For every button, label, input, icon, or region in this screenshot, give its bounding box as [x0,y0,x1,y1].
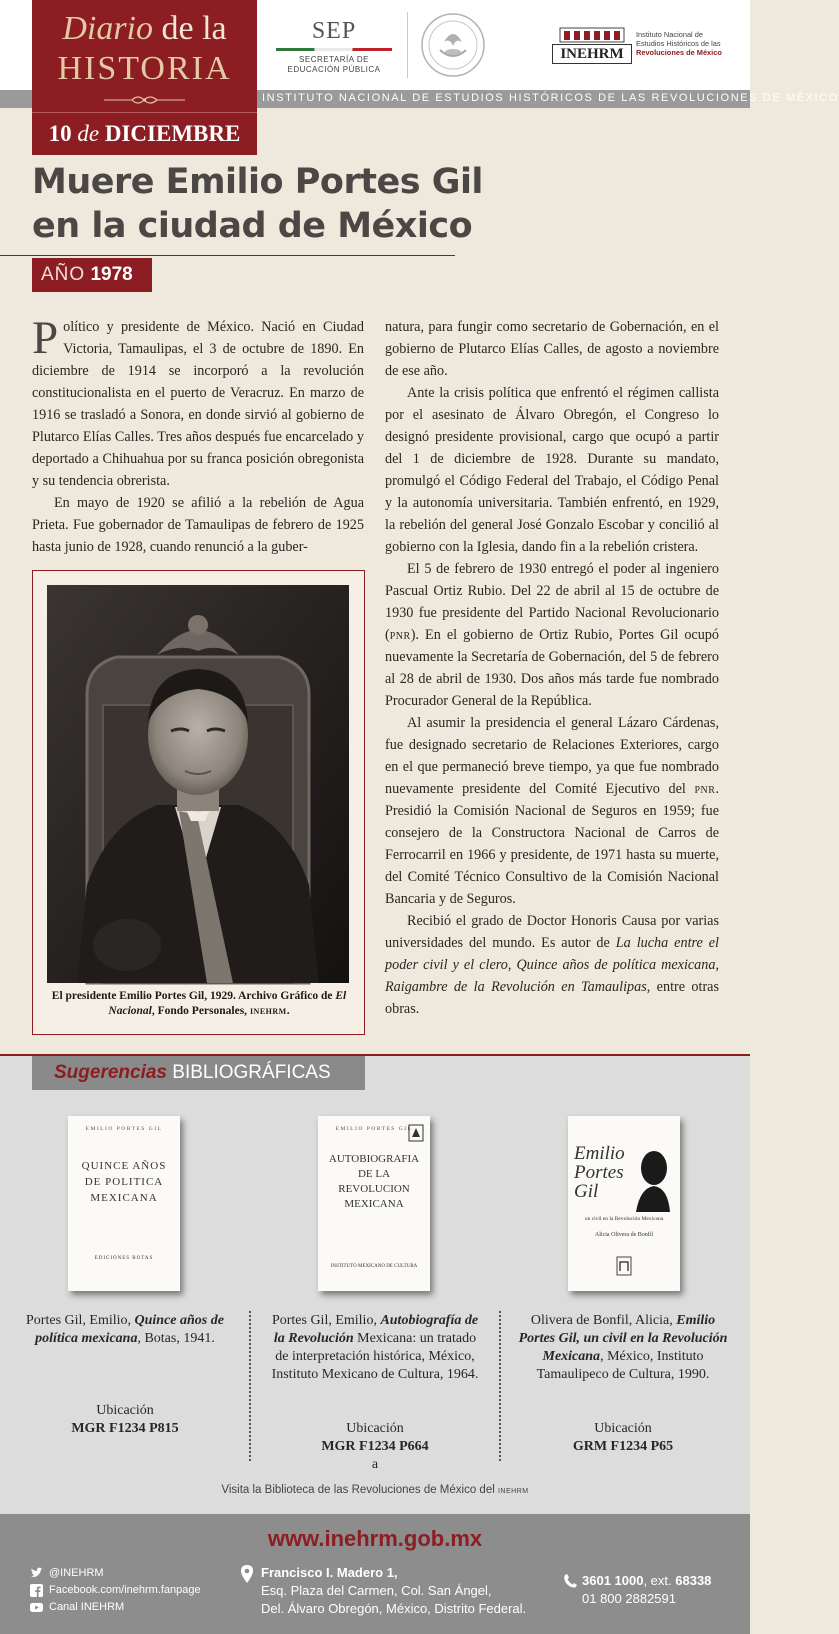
social-facebook[interactable] [30,1582,230,1599]
sep-abbr: SEP [311,18,357,44]
book-title-italic: Quince años de política mexicana [516,957,716,973]
address-line2: Esq. Plaza del Carmen, Col. San Ángel, [261,1583,492,1598]
book-cover-quince-anos[interactable] [68,1116,180,1291]
twitter-handle: @INEHRM [49,1567,104,1579]
pnr-acronym: pnr [389,627,411,643]
inehrm-abbr: INEHRM [552,44,632,64]
bibliography-entry [266,1312,484,1384]
pnr-acronym: pnr [694,781,716,797]
entry-title: Autobiografía de la Revolución [273,1313,479,1346]
entry-author: Olivera de Bonfil, Alicia, [530,1313,677,1328]
entry-title: Quince años de política mexicana [35,1313,224,1346]
sep-tricolor-bar [276,48,392,51]
separator: , [507,957,517,973]
paragraph: Ante la crisis política que enfrentó el régimen callista por el asesinato de Álvaro Obregón, el Congreso lo designó presidente provisional, cargo que ocupó a partir del 1 de diciembre de 1928. Durante su mandato, promulgó el Código Federal del Trabajo, el Código Penal y la autonomía universitaria. También enfrentó, en 1929, la rebelión del general José Gonzalo Escobar y concilió al gobierno con la Iglesia, dando fin a la rebelión cristera. [385,385,719,555]
institute-strip-text: INSTITUTO NACIONAL DE ESTUDIOS HISTÓRICOS DE LAS REVOLUCIONES DE MÉXICO [262,92,839,104]
book-title-italic: La lucha entre el poder civil y el clero [385,935,719,973]
location-pin-icon [241,1565,253,1583]
article-title-line2: en la ciudad de México [32,206,473,246]
book-cover-publisher: INSTITUTO MEXICANO DE CULTURA [330,1264,418,1269]
book-cover-author-name: Alicia Olivera de Bonfil [594,1232,654,1238]
paragraph-text: El 5 de febrero de 1930 entregó el poder al ingeniero Pascual Ortiz Rubio. Del 22 de abril al 15 de octubre de 1930 fue presidente del Partido Nacional Revolucionario ( [385,561,719,643]
inehrm-logo[interactable] [552,24,732,68]
facebook-url: Facebook.com/inehrm.fanpage [49,1584,201,1596]
paragraph-text: ). En el gobierno de Ortiz Rubio, Portes Gil ocupó nuevamente la Secretaría de Gobernación, del 5 de febrero al 28 de abril de 1930. Dos años más tarde fue nombrado Procurador General de la República. [385,627,719,709]
book-cover-autobiografia[interactable] [318,1116,430,1291]
location-label: Ubicación [346,1421,404,1436]
brand-de-la: de la [161,10,227,47]
address-line1: Francisco I. Madero 1, [261,1565,398,1580]
article-column-right [385,316,719,1020]
entry-author: Portes Gil, Emilio, [271,1313,381,1328]
diario-de-la-historia-brand [32,0,257,155]
entry-title: Emilio Portes Gil, un civil en la Revolución Mexicana [518,1313,728,1364]
phone-main[interactable]: 3601 1000 [582,1573,644,1588]
paragraph [32,312,364,492]
date-de: de [77,121,100,146]
tab-bibliograficas: BIBLIOGRÁFICAS [172,1062,331,1083]
sep-name-line1: SECRETARÍA DE [299,55,369,64]
location-code: GRM F1234 P65 [572,1439,674,1454]
visit-inehrm: inehrm [497,1485,529,1496]
bibliography-tab [32,1056,365,1090]
publisher-emblem-icon [408,1124,424,1142]
column-divider [499,1311,501,1461]
phone-main-line [582,1572,752,1590]
address-line3: Del. Álvaro Obregón, México, Distrito Federal. [261,1601,527,1616]
caption-text: , Fondo Personales, [151,1005,250,1017]
year-value: 1978 [90,264,133,285]
social-youtube[interactable] [30,1599,230,1616]
location-code: MGR F1234 P815 [71,1421,179,1436]
caption-italic: El Nacional [108,990,347,1017]
book-cover-subtitle: un civil en la Revolución Mexicana [584,1216,664,1222]
website-link[interactable]: www.inehrm.gob.mx [267,1526,483,1551]
book-cover-title: AUTOBIOGRAFIA DE LA REVOLUCION MEXICANA [328,1153,420,1210]
date-day: 10 [48,121,72,146]
bibliography-section [0,1054,750,1514]
article-column-left [32,312,364,558]
column-divider [249,1311,251,1461]
entry-details: , Botas, 1941. [137,1331,215,1346]
paragraph-text: , entre otras obras. [385,979,719,1017]
inehrm-name-line1: Instituto Nacional de [636,30,703,39]
book-cover-author: Emilio Portes Gil [574,1143,625,1202]
sep-logo[interactable] [276,18,392,74]
paragraph-text: Al asumir la presidencia el general Lázaro Cárdenas, fue designado secretario de Relaciones Exteriores, cargo en el que permaneció breve tiempo, ya que fue nombrado nuevamente presidente del Comité Ejecutivo del [385,715,719,797]
phone-icon [564,1574,577,1588]
book-cover-author: EMILIO PORTES GIL [85,1126,163,1132]
visit-library-note [0,1484,750,1496]
paragraph: En mayo de 1920 se afilió a la rebelión de Agua Prieta. Fue gobernador de Tamaulipas de febrero de 1925 hasta junio de 1928, cuando renunció a la guber- [32,495,364,555]
tab-sugerencias: Sugerencias [54,1062,167,1083]
book-cover-title: QUINCE AÑOS DE POLITICA MEXICANA [81,1160,167,1204]
drop-cap: P [32,312,59,364]
inehrm-name [636,30,736,57]
ornament-icon [102,94,187,106]
brand-line1 [32,10,257,48]
paragraph-text: olítico y presidente de México. Nació en Ciudad Victoria, Tamaulipas, el 3 de octubre de 1890. En diciembre de 1914 se incorporó a la revolución constitucionalista en el puerto de Veracruz. En marzo de 1916 se trasladó a Sonora, en donde sirvió al gobierno de Plutarco Elías Calles. Tres años después fue encarcelado y deportado a Chihuahua por su franca posición obregonista y su tendencia obrerista. [32,319,364,489]
year-badge [32,258,152,292]
sep-name-line2: EDUCACIÓN PÚBLICA [287,65,381,74]
year-label: AÑO [41,264,86,285]
mexican-seal-icon [420,12,486,78]
article-title [32,160,492,248]
location-extra: a [371,1457,379,1472]
youtube-icon [30,1601,43,1614]
entry-details: Mexicana: un tratado de interpretación histórica, México, Instituto Mexicano de Cultura, 1964. [271,1331,479,1382]
location-label: Ubicación [594,1421,652,1436]
bibliography-entry [512,1312,734,1384]
separator: , [715,957,720,973]
title-rule [0,255,455,256]
caption-text: El presidente Emilio Portes Gil, 1929. Archivo Gráfico de [51,990,336,1002]
brand-historia: HISTORIA [57,50,232,87]
paragraph [385,910,719,1020]
book-cover-author: EMILIO PORTES GIL [335,1126,413,1132]
entry-author: Portes Gil, Emilio, [26,1313,135,1328]
entry-details: , México, Instituto Tamaulipeco de Cultura, 1990. [536,1349,710,1382]
sep-name [276,55,392,75]
brand-date [32,112,257,155]
photo-caption [43,989,355,1019]
facebook-icon [30,1584,43,1597]
brand-diario: Diario [62,10,154,47]
location-block [266,1420,484,1474]
inehrm-name-line2: Estudios Históricos de las [636,39,721,48]
footer [0,1514,750,1634]
book-cover-un-civil[interactable] [568,1116,680,1291]
inehrm-name-line3: Revoluciones de México [636,48,722,57]
photo-frame [32,570,365,1035]
portrait-photo[interactable] [47,585,349,983]
publisher-emblem-icon [616,1256,632,1276]
book-cover-publisher: EDICIONES BOTAS [94,1256,154,1261]
twitter-icon [30,1567,43,1580]
location-block [16,1402,234,1438]
youtube-channel: Canal INEHRM [49,1601,125,1613]
paragraph: natura, para fungir como secretario de Gobernación, en el gobierno de Plutarco Elías Calles, de agosto a noviembre de ese año. [385,319,719,379]
date-month: DICIEMBRE [104,121,241,146]
social-links [30,1565,230,1616]
bibliography-entry [16,1312,234,1348]
location-code: MGR F1234 P664 [321,1439,429,1454]
paragraph-text: . Presidió la Comisión Nacional de Seguros en 1959; fue consejero de la Constructora Nacional de Carros de Ferrocarril en 1966 y presidente, de 1971 hasta su muerte, del Comité Técnico Consultivo de la Comisión Nacional Bancaria y de Seguros. [385,781,719,907]
caption-inehrm: inehrm [249,1005,287,1017]
location-block [512,1420,734,1456]
paragraph [385,712,719,910]
silhouette-portrait-icon [634,1146,672,1212]
book-title-italic: Raigambre de la Revolución en Tamaulipas [385,979,647,995]
article-title-line1: Muere Emilio Portes Gil [32,162,483,202]
visit-text: Visita la Biblioteca de las Revoluciones de México del [221,1484,498,1496]
paragraph-text: Recibió el grado de Doctor Honoris Causa por varias universidades del mundo. Es autor de [385,913,719,951]
caption-text: . [286,1005,290,1017]
location-label: Ubicación [96,1403,154,1418]
social-twitter[interactable] [30,1565,230,1582]
paragraph [385,558,719,712]
phone-toll-free[interactable]: 01 800 2882591 [582,1591,676,1606]
phone-ext-label: , ext. [643,1573,676,1588]
logo-divider [407,12,408,78]
phone-ext: 68338 [675,1573,712,1588]
